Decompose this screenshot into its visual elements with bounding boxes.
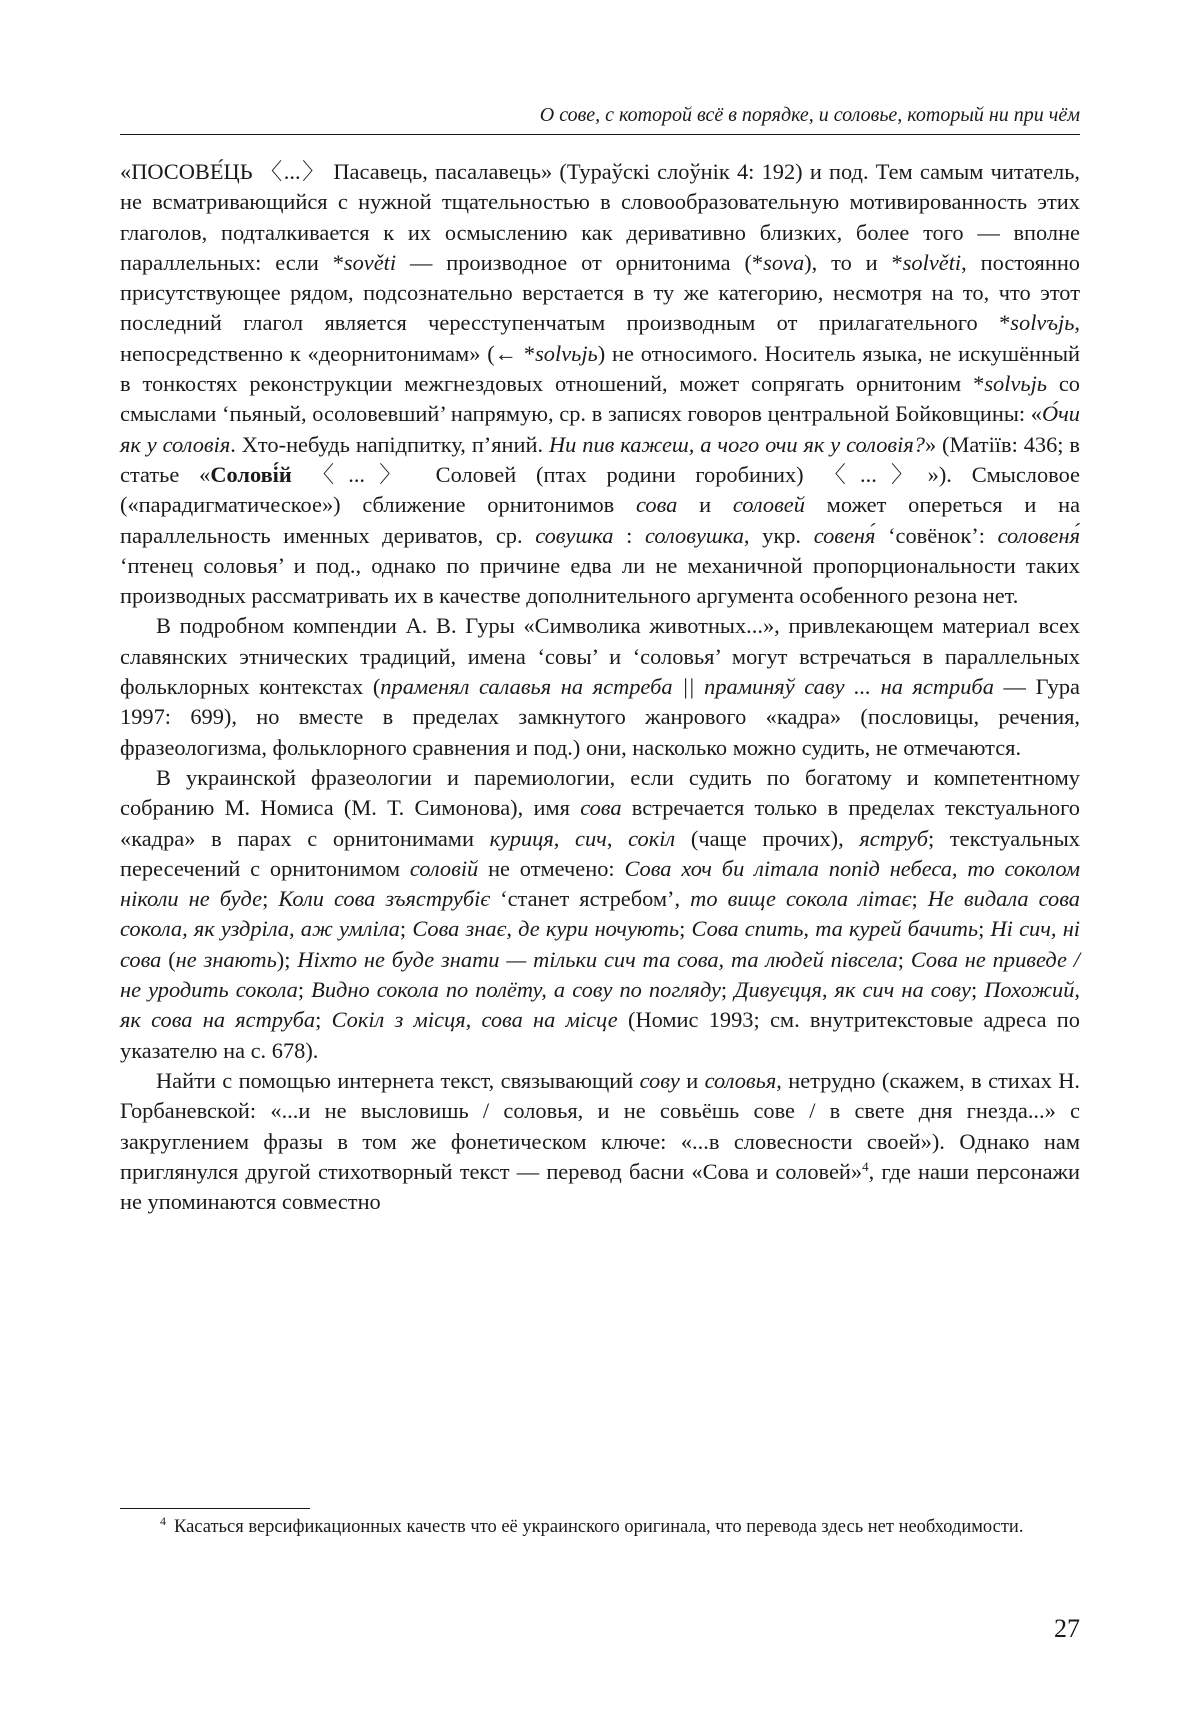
italic-run: solvьjь xyxy=(984,371,1047,397)
text-run: ; xyxy=(897,946,911,972)
paragraph-p2 xyxy=(120,611,1080,762)
italic-run: то вище сокола літає xyxy=(690,886,912,912)
text-run: , xyxy=(553,825,576,851)
text-run: ; xyxy=(978,916,991,942)
italic-run: соловій xyxy=(409,855,479,881)
text-run: ; xyxy=(720,977,735,1003)
text-run: и xyxy=(677,492,733,518)
text-run: — Гура 1997: 699), но вместе в пределах замкнутого жанрового «кадра» (пословицы, речения, фразеологизма, фольклорного сравнения и под.) они, насколько можно судить, не отмечаются. xyxy=(120,674,1080,760)
text-run: не отмечено: xyxy=(478,855,625,881)
footnote-text: Касаться версификационных качеств что её украинского оригинала, что перевода здесь нет необходимости. xyxy=(174,1517,1024,1537)
italic-run: сокіл xyxy=(628,825,676,851)
italic-run: сова xyxy=(580,795,622,821)
italic-run: Сова хоч би літала попід небеса, то соколом ніколи не буде xyxy=(120,855,1080,912)
italic-run: куриця xyxy=(489,825,554,851)
footnote xyxy=(120,1514,1080,1541)
text-run: (чаще прочих), xyxy=(675,825,860,851)
text-run: , нетрудно (скажем, в стихах Н. Горбаневской: «...и не высловишь / соловья, и не совьёшь сове / в свете дня гнезда...» с закруглением фразы в том же фонетическом ключе: «...в словесности своей»). Однако нам приглянулся другой стихотворный текст — перевод басни «Сова и соловей» xyxy=(120,1067,1080,1184)
italic-run: Дивуєцця, як сич на сову xyxy=(734,977,971,1003)
italic-run: Сокіл з місця, сова на місце xyxy=(331,1007,618,1033)
text-run: ; xyxy=(970,977,985,1003)
italic-run: Сова знає, де кури ночують xyxy=(412,916,680,942)
italic-run: сич xyxy=(575,825,607,851)
text-run: ; xyxy=(911,886,928,912)
italic-run: Не видала сова сокола, як уздріла, аж умліла xyxy=(120,886,1080,942)
italic-run: sova xyxy=(763,249,805,275)
text-run: — производное от орнитонима (* xyxy=(396,249,764,275)
italic-run: Видно сокола по полёту, а сову по погляду xyxy=(311,977,721,1003)
italic-run: не знають xyxy=(175,946,277,972)
italic-run: Ни пив кажеш, а чого очи як у соловія? xyxy=(549,431,925,457)
text-run: Найти с помощью интернета текст, связывающий xyxy=(156,1067,640,1093)
italic-run: совушка xyxy=(535,522,614,548)
italic-run: яструб xyxy=(859,825,928,851)
paragraph-p4 xyxy=(120,1066,1080,1217)
italic-run: соловеня́ xyxy=(997,522,1081,548)
italic-run: Ніхто не буде знати — тільки сич та сова, та людей півсела xyxy=(297,946,898,972)
italic-run: соловушка xyxy=(645,522,744,548)
italic-run: Похожий, як сова на яструба xyxy=(120,977,1081,1033)
text-run: ; xyxy=(262,886,279,912)
text-run: , где наши персонажи не упоминаются совместно xyxy=(120,1158,1080,1215)
running-head: О сове, с которой всё в порядке, и соловье, который ни при чём xyxy=(539,104,1080,126)
italic-run: sověti xyxy=(343,249,397,275)
text-run: ( xyxy=(161,946,176,972)
text-run: ‘совёнок’: xyxy=(875,522,998,548)
text-run: встречается только в пределах текстуального «кадра» в парах с орнитонимами xyxy=(120,795,1080,851)
text-run: «ПОСОВЕ́ЦЬ 〈...〉 Пасавець, пасалавець» (Тураўскі слоўнік 4: 192) и под. Тем самым читатель, не всматривающийся с нужной тщательностью в словообразовательную мотивированность этих глаголов, подталкивается к их осмыслению как деривативно близких, более того — вполне параллельных: если * xyxy=(120,159,1080,275)
italic-run: сова xyxy=(636,492,678,518)
italic-run: соловья xyxy=(704,1067,777,1093)
italic-run: Коли сова зъяструбіє xyxy=(278,886,491,912)
footnote-rule xyxy=(120,1508,310,1509)
text-run: (Номис 1993; см. внутритекстовые адреса по указателю на с. 678). xyxy=(120,1007,1080,1063)
text-run: . Хто-небудь напідпитку, п’яний. xyxy=(230,431,550,457)
italic-run: solvьjь xyxy=(535,340,598,366)
text-run: ; xyxy=(315,1007,332,1033)
text-run: ); xyxy=(276,946,298,972)
bold-run: Солові́й xyxy=(210,461,292,487)
text-run: может опереться и на параллельность именных дериватов, ср. xyxy=(120,492,1081,548)
page-number: 27 xyxy=(1054,1614,1080,1643)
footnote-ref: 4 xyxy=(862,1158,869,1174)
italic-run: Ні сич, ні сова xyxy=(120,916,1081,972)
text-run: 〈...〉 Соловей (птах родини горобиних) 〈...〉»). Смысловое («парадигматическое») сближение орнитонимов xyxy=(120,461,1080,518)
text-run: ; xyxy=(399,916,413,942)
text-run: , постоянно присутствующее рядом, подсознательно верстается в ту же категорию, несмотря на то, что этот последний глагол является чересступенчатым производным от прилагательного * xyxy=(120,249,1080,336)
text-run: ; xyxy=(679,916,692,942)
paragraph-p3 xyxy=(120,763,1080,1066)
footnote-number: 4 xyxy=(160,1514,166,1528)
text-run: , xyxy=(606,825,629,851)
italic-run: праменял салавья на ястреба || праминяў саву ... на ястриба xyxy=(380,674,994,700)
italic-run: О́чи як у соловія xyxy=(120,401,1080,457)
italic-run: Сова не приведе / не уродить сокола xyxy=(120,946,1080,1003)
text-run: » (Матіїв: 436; в статье « xyxy=(120,431,1080,487)
text-run: со смыслами ‘пьяный, осоловевший’ напрямую, ср. в записях говоров центральной Бойковщины: « xyxy=(120,371,1081,427)
text-run: ‘станет ястребом’, xyxy=(490,886,691,912)
italic-run: solvěti xyxy=(902,249,962,275)
text-run: , укр. xyxy=(743,522,814,548)
italic-run: совеня́ xyxy=(813,522,876,548)
text-run: ), то и * xyxy=(804,249,903,275)
italic-run: solvъjь xyxy=(1010,310,1075,336)
text-run: , непосредственно к «деорнитонимам» (← * xyxy=(120,310,1080,366)
header-rule xyxy=(120,134,1080,135)
text-run: В подробном компендии А. В. Гуры «Символика животных...», привлекающем материал всех славянских этнических традиций, имена ‘совы’ и ‘соловья’ могут встречаться в параллельных фольклорных контекстах ( xyxy=(120,613,1080,700)
italic-run: Сова спить, та курей бачить xyxy=(691,916,979,942)
italic-run: соловей xyxy=(732,492,805,518)
italic-run: сову xyxy=(639,1067,680,1093)
text-run: В украинской фразеологии и паремиологии, если судить по богатому и компетентному собранию М. Номиса (М. Т. Симонова), имя xyxy=(120,764,1080,821)
paragraph-p1 xyxy=(120,157,1080,611)
text-run: : xyxy=(613,522,645,548)
text-run: ) не относимого. Носитель языка, не искушённый в тонкостях реконструкции межгнездовых отношений, может сопрягать орнитоним * xyxy=(120,340,1081,397)
text-run: ; xyxy=(297,977,312,1003)
main-text xyxy=(120,157,1080,1217)
text-run: ‘птенец соловья’ и под., однако по причине едва ли не механичной пропорциональности таких производных рассматривать их в качестве дополнительного аргумента особенного резона нет. xyxy=(120,552,1080,609)
text-run: ; текстуальных пересечений с орнитонимом xyxy=(120,825,1080,881)
text-run: и xyxy=(679,1067,705,1093)
